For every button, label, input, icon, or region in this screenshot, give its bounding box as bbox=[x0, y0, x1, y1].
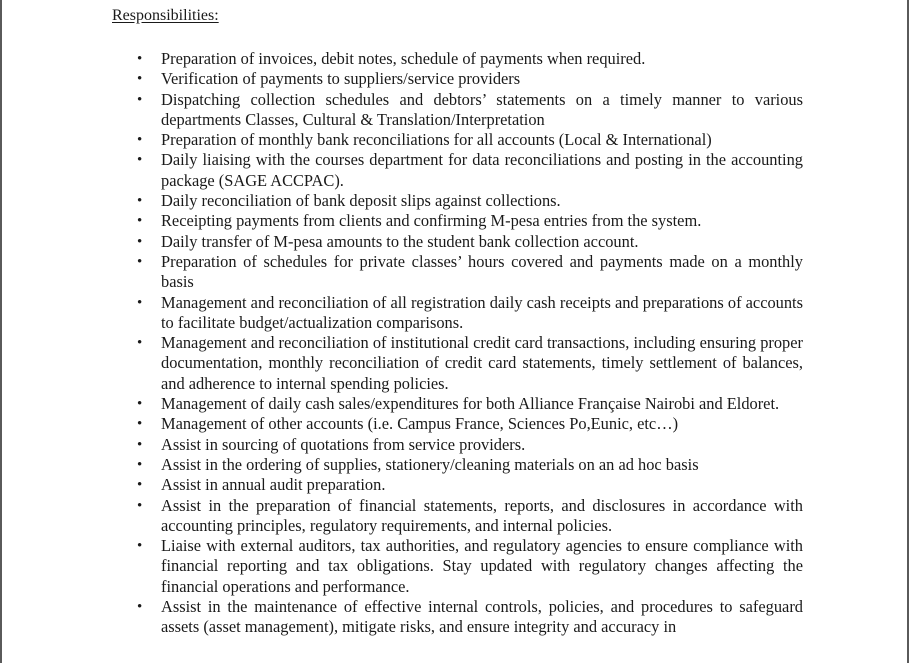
bullet-icon: • bbox=[137, 456, 143, 473]
bullet-icon: • bbox=[137, 436, 143, 453]
bullet-icon: • bbox=[137, 253, 143, 270]
list-item bbox=[133, 475, 803, 495]
bullet-icon: • bbox=[137, 71, 143, 88]
list-item bbox=[133, 333, 803, 394]
list-item-text: Preparation of monthly bank reconciliations for all accounts (Local & International) bbox=[161, 130, 712, 150]
list-item bbox=[133, 232, 803, 252]
bullet-icon: • bbox=[137, 152, 143, 169]
list-item-text: Management of daily cash sales/expenditures for both Alliance Française Nairobi and Eldoret. bbox=[161, 394, 780, 414]
list-item bbox=[133, 90, 803, 131]
bullet-icon: • bbox=[137, 599, 143, 616]
list-item-text: Management of other accounts (i.e. Campus France, Sciences Po,Eunic, etc…) bbox=[161, 414, 679, 434]
list-item-text: Preparation of invoices, debit notes, schedule of payments when required. bbox=[161, 49, 646, 68]
list-item-text: Daily transfer of M-pesa amounts to the student bank collection account. bbox=[161, 231, 639, 251]
list-item-text: Daily liaising with the courses department for data reconciliations and posting in the accounting package (SAGE ACCPAC). bbox=[161, 150, 803, 190]
bullet-icon: • bbox=[137, 91, 143, 108]
bullet-icon: • bbox=[137, 416, 143, 433]
list-item-text: Management and reconciliation of all registration daily cash receipts and preparations of accounts to facilitate budget/actualization comparisons. bbox=[161, 292, 803, 332]
list-item bbox=[133, 455, 803, 475]
list-item bbox=[133, 536, 803, 597]
bullet-icon: • bbox=[137, 477, 143, 494]
list-item bbox=[133, 394, 803, 414]
list-item-text: Assist in annual audit preparation. bbox=[161, 475, 386, 495]
list-item-text: Assist in the ordering of supplies, stationery/cleaning materials on an ad hoc basis bbox=[161, 454, 699, 474]
list-item bbox=[133, 49, 803, 69]
list-item-text: Receipting payments from clients and confirming M-pesa entries from the system. bbox=[161, 211, 702, 231]
list-item-text: Dispatching collection schedules and debtors’ statements on a timely manner to various departments Classes, Cultural & Translation/Interpretation bbox=[161, 89, 803, 129]
list-item bbox=[133, 191, 803, 211]
list-item bbox=[133, 252, 803, 293]
bullet-icon: • bbox=[137, 396, 143, 413]
list-item-text: Preparation of schedules for private classes’ hours covered and payments made on a monthly basis bbox=[161, 251, 803, 292]
bullet-icon: • bbox=[137, 193, 143, 210]
bullet-icon: • bbox=[137, 51, 143, 67]
list-item bbox=[133, 496, 803, 537]
list-item-text: Verification of payments to suppliers/service providers bbox=[161, 69, 521, 89]
section-heading: Responsibilities: bbox=[112, 7, 219, 24]
list-item-text: Management and reconciliation of institutional credit card transactions, including ensuring proper documentation, monthly reconciliation of credit card statements, timely settlement of balances, and adherence to internal spending policies. bbox=[161, 333, 803, 393]
list-item-text: Daily reconciliation of bank deposit slips against collections. bbox=[161, 191, 561, 211]
list-item bbox=[133, 435, 803, 455]
list-item-text: Liaise with external auditors, tax authorities, and regulatory agencies to ensure compliance with financial reporting and tax obligations. Stay updated with regulatory changes affecting the financial operations and performance. bbox=[161, 536, 803, 596]
bullet-icon: • bbox=[137, 233, 143, 250]
list-item bbox=[133, 69, 803, 89]
list-item bbox=[133, 414, 803, 434]
bullet-icon: • bbox=[137, 335, 143, 352]
bullet-icon: • bbox=[137, 538, 143, 555]
list-item-text: Assist in the preparation of financial statements, reports, and disclosures in accordance with accounting principles, regulatory requirements, and internal policies. bbox=[161, 495, 803, 535]
list-item-text: Assist in the maintenance of effective internal controls, policies, and procedures to safeguard assets (asset management), mitigate risks, and ensure integrity and accuracy in bbox=[161, 597, 803, 637]
page-left-border bbox=[0, 0, 2, 663]
responsibilities-list bbox=[133, 49, 803, 638]
bullet-icon: • bbox=[137, 132, 143, 149]
list-item bbox=[133, 293, 803, 334]
bullet-icon: • bbox=[137, 497, 143, 514]
bullet-icon: • bbox=[137, 294, 143, 311]
list-item-text: Assist in sourcing of quotations from service providers. bbox=[161, 434, 526, 454]
list-item bbox=[133, 150, 803, 191]
list-item bbox=[133, 130, 803, 150]
list-item bbox=[133, 597, 803, 638]
list-item bbox=[133, 211, 803, 231]
bullet-icon: • bbox=[137, 213, 143, 230]
